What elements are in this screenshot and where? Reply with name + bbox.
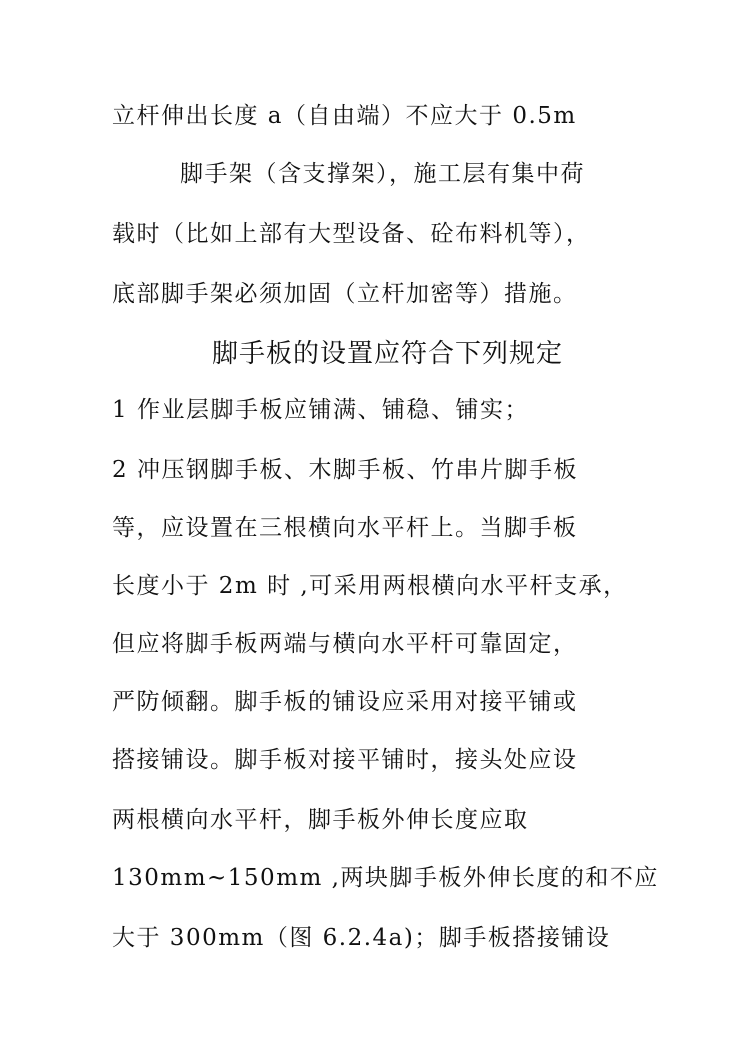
text-line: 立杆伸出长度 a（自由端）不应大于 0.5m [112, 103, 577, 129]
text-line: 大于 300mm（图 6.2.4a)；脚手板搭接铺设 [112, 925, 611, 951]
text-line: 1 作业层脚手板应铺满、铺稳、铺实； [112, 397, 529, 423]
text-line: 130mm~150mm ,两块脚手板外伸长度的和不应 [112, 865, 659, 891]
text-line: 两根横向水平杆，脚手板外伸长度应取 [112, 807, 529, 833]
text-line: 严防倾翻。脚手板的铺设应采用对接平铺或 [112, 689, 578, 715]
text-line: 2 冲压钢脚手板、木脚手板、竹串片脚手板 [112, 457, 578, 483]
section-heading: 脚手板的设置应符合下列规定 [212, 339, 564, 369]
text-line: 搭接铺设。脚手板对接平铺时，接头处应设 [112, 747, 578, 773]
text-line: 底部脚手架必须加固（立杆加密等）措施。 [112, 281, 578, 307]
text-line: 但应将脚手板两端与横向水平杆可靠固定， [112, 631, 578, 657]
text-line: 载时（比如上部有大型设备、砼布料机等）， [112, 221, 591, 247]
text-line: 脚手架（含支撑架），施工层有集中荷 [180, 161, 585, 187]
text-line: 长度小于 2m 时 ,可采用两根横向水平杆支承， [112, 573, 628, 599]
text-line: 等，应设置在三根横向水平杆上。当脚手板 [112, 515, 578, 541]
